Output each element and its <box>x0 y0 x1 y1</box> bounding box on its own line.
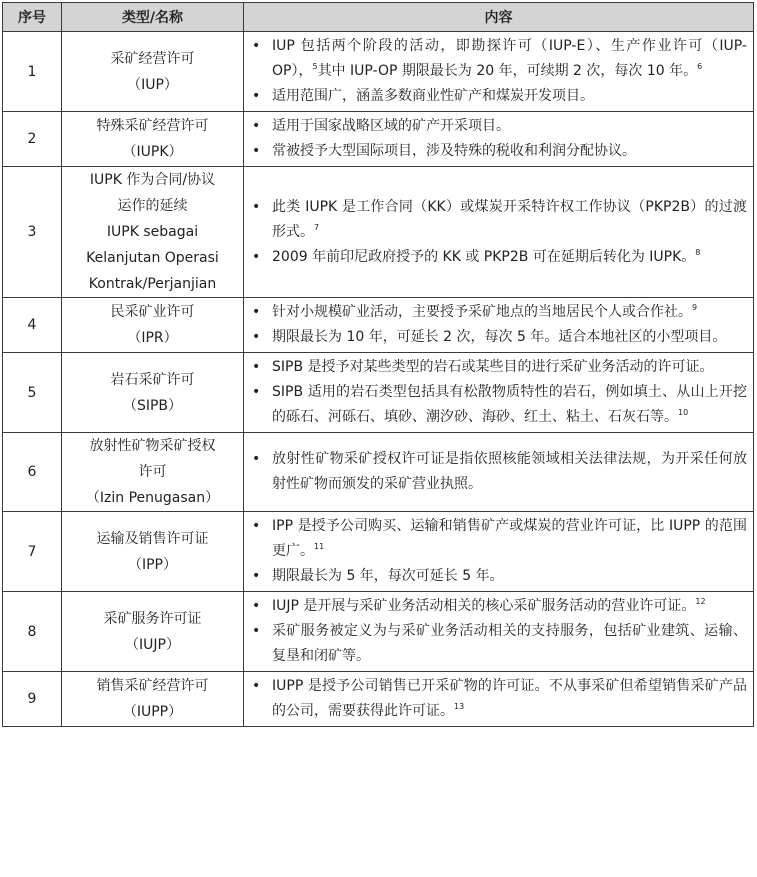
permit-content <box>244 32 754 112</box>
bullet-item: • 适用于国家战略区域的矿产开采项目。 <box>244 114 747 139</box>
bullet-dot-icon: • <box>252 623 261 639</box>
permit-type-line: Kelanjutan Operasi <box>86 250 219 266</box>
bullet-dot-icon: • <box>252 143 261 159</box>
row-number: 3 <box>3 167 62 298</box>
permit-type-line: 岩石采矿许可 <box>110 371 195 388</box>
header-num: 序号 <box>3 3 62 32</box>
row-number: 9 <box>3 672 62 727</box>
permit-type-line: 销售采矿经营许可 <box>96 678 209 694</box>
row-number: 1 <box>3 32 62 112</box>
footnote-ref: 7 <box>314 222 320 232</box>
bullet-dot-icon: • <box>252 678 261 694</box>
table-body <box>3 32 754 727</box>
permit-type-line: 民采矿业许可 <box>110 304 195 320</box>
permit-content <box>244 112 754 167</box>
permit-type-line: 运输及销售许可证 <box>96 530 209 547</box>
footnote-ref: 10 <box>678 408 689 417</box>
header-content: 内容 <box>244 3 754 32</box>
row-number: 2 <box>3 112 62 167</box>
permit-type <box>62 32 244 112</box>
permit-type <box>62 298 244 353</box>
permit-type-line: 许可 <box>138 464 167 480</box>
bullet-list <box>244 447 747 497</box>
permit-content <box>244 298 754 353</box>
footnote-ref: 5 <box>312 62 318 71</box>
table-row <box>3 353 754 433</box>
bullet-item: • 采矿服务被定义为与采矿业务活动相关的支持服务，包括矿业建筑、运输、复垦和闭矿等。 <box>244 619 747 669</box>
footnote-ref: 11 <box>314 542 325 551</box>
permit-content <box>244 433 754 512</box>
bullet-item: • 放射性矿物采矿授权许可证是指依照核能领域相关法律法规，为开采任何放射性矿物而颁发的采矿营业执照。 <box>244 447 747 497</box>
bullet-item: • IUP 包括两个阶段的活动，即勘探许可（IUP-E）、生产作业许可（IUP-OP），$^5$其中 IUP-OP 期限最长为 20 年，可续期 2 次，每次 10 年。$^6$ <box>244 34 747 84</box>
bullet-dot-icon: • <box>252 304 261 320</box>
permit-type <box>62 433 244 512</box>
bullet-list <box>244 114 747 164</box>
header-type: 类型/名称 <box>62 3 244 32</box>
footnote-ref: 6 <box>697 62 703 71</box>
bullet-item: • 针对小规模矿业活动，主要授予采矿地点的当地居民个人或合作社。$^9$ <box>244 300 747 325</box>
permit-type-line: （IUPP） <box>122 704 183 720</box>
permit-type-line: 采矿经营许可 <box>110 50 195 67</box>
table-row <box>3 167 754 298</box>
table-row <box>3 112 754 167</box>
bullet-item: • SIPB 适用的岩石类型包括具有松散物质特性的岩石，例如填土、从山上开挖的砾石、河砾石、填砂、潮汐砂、海砂、红土、粘土、石灰石等。$^{10}$ <box>244 380 747 430</box>
permit-type <box>62 167 244 298</box>
bullet-dot-icon: • <box>252 518 261 534</box>
bullet-item: • 适用范围广，涵盖多数商业性矿产和煤炭开发项目。 <box>244 84 747 109</box>
permit-type <box>62 112 244 167</box>
permit-content <box>244 353 754 433</box>
permit-type-line: IUPK sebagai <box>106 224 199 240</box>
permit-type-line: IUPK 作为合同/协议 <box>89 172 216 188</box>
permit-type-line: （IPR） <box>127 330 178 346</box>
bullet-dot-icon: • <box>252 568 261 584</box>
table-row <box>3 592 754 672</box>
permit-type <box>62 672 244 727</box>
permit-type <box>62 592 244 672</box>
bullet-dot-icon: • <box>252 384 261 400</box>
permit-type-line: 特殊采矿经营许可 <box>96 118 209 134</box>
row-number: 5 <box>3 353 62 433</box>
permit-content <box>244 592 754 672</box>
bullet-item: • IUJP 是开展与采矿业务活动相关的核心采矿服务活动的营业许可证。$^{12}$ <box>244 594 747 619</box>
permit-type <box>62 512 244 592</box>
bullet-list <box>244 34 747 109</box>
footnote-ref: 8 <box>695 247 701 257</box>
table-header <box>3 3 754 32</box>
bullet-dot-icon: • <box>252 451 261 467</box>
permit-type-line: （IUJP） <box>125 636 180 653</box>
footnote-ref: 9 <box>692 303 698 312</box>
bullet-list <box>244 514 747 589</box>
table-row <box>3 672 754 727</box>
permit-type-line: 采矿服务许可证 <box>103 610 202 627</box>
permit-type-line: （IPP） <box>127 556 177 573</box>
bullet-dot-icon: • <box>252 329 261 345</box>
row-number: 8 <box>3 592 62 672</box>
bullet-dot-icon: • <box>252 359 261 375</box>
table-row <box>3 298 754 353</box>
permit-type-line: Kontrak/Perjanjian <box>88 276 217 292</box>
bullet-item: • 常被授予大型国际项目，涉及特殊的税收和利润分配协议。 <box>244 139 747 164</box>
bullet-list <box>244 674 747 724</box>
permit-content <box>244 672 754 727</box>
bullet-item: • SIPB 是授予对某些类型的岩石或某些目的进行采矿业务活动的许可证。 <box>244 355 747 380</box>
bullet-dot-icon: • <box>252 198 261 215</box>
bullet-dot-icon: • <box>252 118 261 134</box>
permit-type-line: （SIPB） <box>122 397 183 414</box>
bullet-dot-icon: • <box>252 598 261 614</box>
bullet-item: • IPP 是授予公司购买、运输和销售矿产或煤炭的营业许可证，比 IUPP 的范围更广。$^{11}$ <box>244 514 747 564</box>
permit-content <box>244 512 754 592</box>
bullet-item: • IUPP 是授予公司销售已开采矿物的许可证。不从事采矿但希望销售采矿产品的公司，需要获得此许可证。$^{13}$ <box>244 674 747 724</box>
bullet-list <box>244 300 747 350</box>
row-number: 7 <box>3 512 62 592</box>
bullet-list <box>244 594 747 669</box>
permit-type-line: （IUPK） <box>122 144 183 160</box>
table-row <box>3 512 754 592</box>
bullet-item: • 2009 年前印尼政府授予的 KK 或 PKP2B 可在延期后转化为 IUPK。$^8$ <box>244 245 747 270</box>
permit-types-table <box>2 2 754 727</box>
bullet-item: • 此类 IUPK 是工作合同（KK）或煤炭开采特许权工作协议（PKP2B）的过渡形式。$^7$ <box>244 195 747 245</box>
table-row <box>3 32 754 112</box>
bullet-item: • 期限最长为 5 年，每次可延长 5 年。 <box>244 564 747 589</box>
bullet-list <box>244 195 747 270</box>
permit-type-line: （Izin Penugasan） <box>85 490 220 506</box>
header-row <box>3 3 754 32</box>
permit-type-line: （IUP） <box>127 76 178 93</box>
permit-type-line: 放射性矿物采矿授权 <box>89 438 216 454</box>
permit-type-line: 运作的延续 <box>117 198 188 214</box>
bullet-item: • 期限最长为 10 年，可延长 2 次，每次 5 年。适合本地社区的小型项目。 <box>244 325 747 350</box>
bullet-dot-icon: • <box>252 38 261 54</box>
bullet-dot-icon: • <box>252 88 261 104</box>
table-row <box>3 433 754 512</box>
footnote-ref: 13 <box>454 702 465 711</box>
permit-type <box>62 353 244 433</box>
bullet-dot-icon: • <box>252 248 261 265</box>
row-number: 6 <box>3 433 62 512</box>
footnote-ref: 12 <box>695 597 706 606</box>
permit-content <box>244 167 754 298</box>
bullet-list <box>244 355 747 430</box>
row-number: 4 <box>3 298 62 353</box>
